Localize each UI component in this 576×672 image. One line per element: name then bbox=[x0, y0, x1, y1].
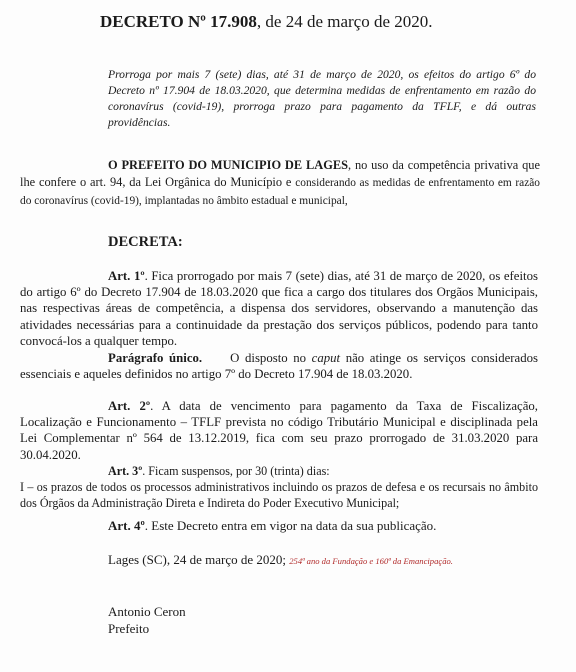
article-4-label: Art. 4º bbox=[108, 518, 145, 533]
signer-role: Prefeito bbox=[108, 621, 150, 636]
article-1 bbox=[20, 268, 538, 349]
ementa: Prorroga por mais 7 (sete) dias, até 31 de março de 2020, os efeitos do artigo 6º do Decreto nº 17.904 de 18.03.2020, que determina medidas de enfrentamento em razão do coronavírus (covid-19), prorroga prazo para pagamento da TFLF, e dá outras providências. bbox=[108, 68, 536, 129]
decree-number: DECRETO Nº 17.908 bbox=[100, 12, 257, 31]
article-3-text: . Ficam suspensos, por 30 (trinta) dias: bbox=[142, 464, 330, 478]
closing-anniversary: 254ª ano da Fundação e 160ª da Emancipação. bbox=[289, 556, 453, 566]
preamble-text-b: considerando as medidas de enfrentamento em razão do coronavírus (covid-19), implantadas no âmbito estadual e municipal, bbox=[20, 177, 541, 207]
decree-date: , de 24 de março de 2020. bbox=[256, 12, 433, 31]
closing-line bbox=[108, 552, 453, 568]
article-3 bbox=[20, 463, 538, 511]
decreta-heading: DECRETA: bbox=[108, 234, 183, 250]
article-1-text: . Fica prorrogado por mais 7 (sete) dias, até 31 de março de 2020, os efeitos do artigo 6º do Decreto 17.904 de 18.03.2020 que fica a cargo dos titulares dos Orgãos Municipais, nas respectivas áreas de competência, a dispensa dos servidores, observando a manutenção das atividades necessárias para a continuidade da prestação dos serviços públicos, podendo para tanto convocá-los a qualquer tempo. bbox=[20, 269, 538, 348]
preamble-authority: O PREFEITO DO MUNICIPIO DE LAGES bbox=[108, 158, 348, 172]
signature-block bbox=[108, 603, 186, 637]
article-4-text: . Este Decreto entra em vigor na data da sua publicação. bbox=[144, 518, 437, 533]
preamble-text-a: , no uso da competência privativa que lhe confere o art. 94, da Lei Orgânica do Município e bbox=[20, 158, 540, 189]
signer-name: Antonio Ceron bbox=[108, 604, 186, 619]
article-2 bbox=[20, 398, 538, 463]
paragrafo-label: Parágrafo único. bbox=[108, 351, 203, 365]
article-2-text: . A data de vencimento para pagamento da Taxa de Fiscalização, Localização e Funcionamento – TFLF prevista no código Tributário Municipal e disciplinada pela Lei Complementar nº 564 de 13.12.2019, fica com seu prazo prorrogado de 31.03.2020 para 30.04.2020. bbox=[20, 399, 538, 462]
article-3-head bbox=[20, 463, 538, 479]
article-3-label: Art. 3º bbox=[108, 464, 143, 478]
decree-title bbox=[100, 12, 433, 32]
closing-place-date: Lages (SC), 24 de março de 2020; bbox=[108, 552, 290, 567]
paragrafo-text-b: não atinge os serviços considerados essenciais e aqueles definidos no artigo 7º do Decreto 17.904 de 18.03.2020. bbox=[20, 351, 538, 382]
article-2-label: Art. 2º bbox=[108, 399, 151, 413]
preamble bbox=[20, 157, 540, 210]
paragrafo-unico bbox=[20, 350, 538, 382]
article-4 bbox=[108, 518, 436, 534]
paragrafo-text-a: O disposto no bbox=[202, 351, 312, 365]
paragrafo-caput: caput bbox=[311, 351, 341, 365]
article-1-label: Art. 1º bbox=[108, 269, 145, 283]
article-3-item: I – os prazos de todos os processos administrativos incluindo os prazos de defesa e os recursais no âmbito dos Órgãos da Administração Direta e Indireta do Poder Executivo Municipal; bbox=[20, 480, 538, 510]
